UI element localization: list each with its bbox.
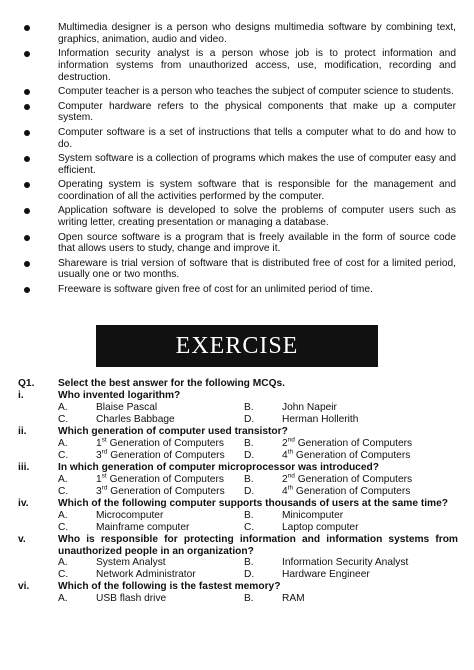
bullet-item: Open source software is a program that is freely available in the form of source code that allows users to study, change and improve it. [22,232,456,256]
question-text: Who is responsible for protecting information and information systems from unauthorized people in an organization? [58,534,458,557]
bullet-item: Freeware is software given free of cost for an unlimited period of time. [22,284,456,296]
question-text: Who invented logarithm? [58,390,181,401]
bullet-icon [24,208,30,214]
question-i [18,390,458,402]
mcq-section [18,378,458,605]
question-vi [18,581,458,593]
option-row: A. System Analyst B. Information Security Analyst [58,557,409,569]
question-number: iii. [18,462,30,473]
bullet-item: Shareware is trial version of software that is distributed free of cost for a limited period, usually one or two months. [22,258,456,282]
option-row: C. 3rd Generation of Computers D. 4th Generation of Computers [58,448,411,461]
question-iv [18,498,458,510]
question-text: Which of the following computer supports thousands of users at the same time? [58,498,448,509]
exercise-banner [96,325,378,367]
option-row: A. Microcomputer B. Minicomputer [58,510,344,521]
summary-bullet-list [22,22,456,298]
question-number: Q1. [18,378,35,389]
bullet-icon [24,104,30,110]
question-text: Which generation of computer used transistor? [58,426,288,437]
bullet-icon [24,182,30,188]
bullet-item: Information security analyst is a person whose job is to protect information and information systems from unauthorized access, use, modification, recording and destruction. [22,48,456,83]
exercise-heading: EXERCISE [175,332,299,359]
bullet-item: Application software is developed to solve the problems of computer users such as writing letter, creating presentation or managing a database. [22,205,456,229]
option-row: A. Blaise Pascal B. John Napeir [58,402,337,413]
question-ii [18,426,458,438]
question-number: i. [18,390,24,401]
question-number: v. [18,534,26,545]
question-v [18,534,458,557]
question-number: vi. [18,581,30,593]
bullet-item: Computer software is a set of instructions that tells a computer what to do and how to do. [22,127,456,151]
option-row: A. 1st Generation of Computers B. 2nd Generation of Computers [58,436,413,449]
option-row: A. USB flash drive B. RAM [58,593,305,605]
question-number: iv. [18,498,29,509]
question-iii [18,462,458,474]
option-row: C. 3rd Generation of Computers D. 4th Generation of Computers [58,484,411,497]
bullet-icon [24,261,30,267]
bullet-icon [24,156,30,162]
bullet-item: Multimedia designer is a person who designs multimedia software by combining text, graphics, animation, audio and video. [22,22,456,46]
bullet-item: Computer teacher is a person who teaches the subject of computer science to students. [22,86,456,98]
question-number: ii. [18,426,27,437]
bullet-item: Operating system is system software that is responsible for the management and coordination of all the activities performed by the computer. [22,179,456,203]
option-row: C. Mainframe computer C. Laptop computer [58,522,359,533]
question-text: Select the best answer for the following MCQs. [58,378,285,389]
bullet-item: Computer hardware refers to the physical components that make up a computer system. [22,101,456,125]
bullet-item: System software is a collection of programs which makes the use of computer easy and efficient. [22,153,456,177]
bullet-icon [24,89,30,95]
question-text: In which generation of computer microprocessor was introduced? [58,462,379,473]
question-text: Which of the following is the fastest memory? [58,581,281,593]
q1-heading [18,378,458,390]
bullet-icon [24,51,30,57]
bullet-icon [24,287,30,293]
bullet-icon [24,25,30,31]
option-row: A. 1st Generation of Computers B. 2nd Generation of Computers [58,472,413,485]
option-row: C. Network Administrator D. Hardware Engineer [58,569,370,581]
option-row: C. Charles Babbage D. Herman Hollerith [58,414,359,425]
bullet-icon [24,130,30,136]
bullet-icon [24,235,30,241]
